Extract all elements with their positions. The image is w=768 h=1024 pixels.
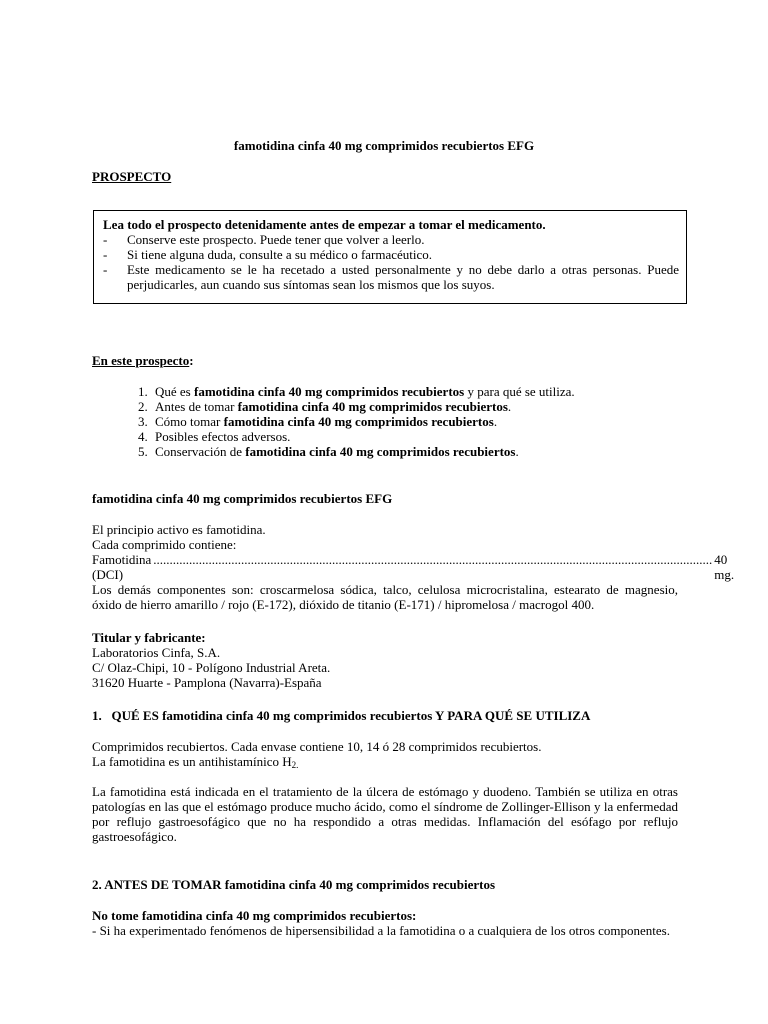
prospecto-heading: PROSPECTO: [92, 169, 172, 184]
section1-para: Comprimidos recubiertos. Cada envase contiene 10, 14 ó 28 comprimidos recubiertos.: [92, 739, 542, 754]
section1-para: La famotidina está indicada en el tratamiento de la úlcera de estómago y duodeno. También se utiliza en otras patologías en las que el estómago produce mucho ácido, como el síndrome de Zollinger-Ellison y la enfermedad por reflujo gastroesofágico que no ha respondido a otras medidas. Inflamación del esófago por reflujo gastroesofágico.: [92, 784, 678, 844]
document-title: famotidina cinfa 40 mg comprimidos recubiertos EFG: [233, 138, 535, 153]
contents-item: 3. Cómo tomar famotidina cinfa 40 mg comprimidos recubiertos.: [138, 414, 498, 429]
product-heading: famotidina cinfa 40 mg comprimidos recubiertos EFG: [92, 491, 393, 506]
notice-heading: Lea todo el prospecto detenidamente antes de empezar a tomar el medicamento.: [103, 217, 546, 232]
notice-item: - Si tiene alguna duda, consulte a su médico o farmacéutico.: [103, 247, 433, 262]
section1-heading: 1. QUÉ ES famotidina cinfa 40 mg comprimidos recubiertos Y PARA QUÉ SE UTILIZA: [92, 708, 591, 723]
holder-heading: Titular y fabricante:: [92, 630, 206, 645]
contents-heading: En este prospecto:: [92, 353, 194, 368]
notice-item: - Conserve este prospecto. Puede tener que volver a leerlo.: [103, 232, 425, 247]
contents-item: 1. Qué es famotidina cinfa 40 mg comprimidos recubiertos y para qué se utiliza.: [138, 384, 575, 399]
holder-block: [92, 630, 678, 690]
contents-item: 5. Conservación de famotidina cinfa 40 mg comprimidos recubiertos.: [138, 444, 519, 459]
excipients-text: Los demás componentes son: croscarmelosa sódica, talco, celulosa microcristalina, estearato de magnesio, óxido de hierro amarillo / rojo (E-172), dióxido de titanio (E-171) / hipromelosa / macrogol 400.: [92, 582, 678, 612]
holder-line: Laboratorios Cinfa, S.A.: [92, 645, 221, 660]
section2-item: - Si ha experimentado fenómenos de hipersensibilidad a la famotidina o a cualquiera de los otros componentes.: [92, 923, 670, 938]
composition-block: [92, 522, 735, 612]
each-tablet-line: Cada comprimido contiene:: [92, 537, 237, 552]
section2-subheading: No tome famotidina cinfa 40 mg comprimidos recubiertos:: [92, 908, 417, 923]
notice-item: - Este medicamento se le ha recetado a usted personalmente y no debe darlo a otras personas. Puede perjudicarles, aun cuando sus síntomas sean los mismos que los suyos.: [103, 262, 679, 292]
section1-body: [92, 739, 678, 844]
holder-line: 31620 Huarte - Pamplona (Navarra)-España: [92, 675, 322, 690]
section2-body: [92, 908, 678, 938]
section1-para: La famotidina es un antihistamínico $H_{2.}$: [92, 754, 299, 770]
section2-heading: 2. ANTES DE TOMAR famotidina cinfa 40 mg comprimidos recubiertos: [92, 877, 496, 892]
dci-line: Famotidina (DCI) ............................................................................................................................................................................ 40 mg.: [92, 552, 735, 582]
notice-box: [93, 210, 687, 304]
active-ingredient-line: El principio activo es famotidina.: [92, 522, 266, 537]
contents-list: [138, 384, 698, 459]
holder-line: C/ Olaz-Chipi, 10 - Polígono Industrial Areta.: [92, 660, 331, 675]
contents-item: 4. Posibles efectos adversos.: [138, 429, 291, 444]
contents-item: 2. Antes de tomar famotidina cinfa 40 mg comprimidos recubiertos.: [138, 399, 512, 414]
